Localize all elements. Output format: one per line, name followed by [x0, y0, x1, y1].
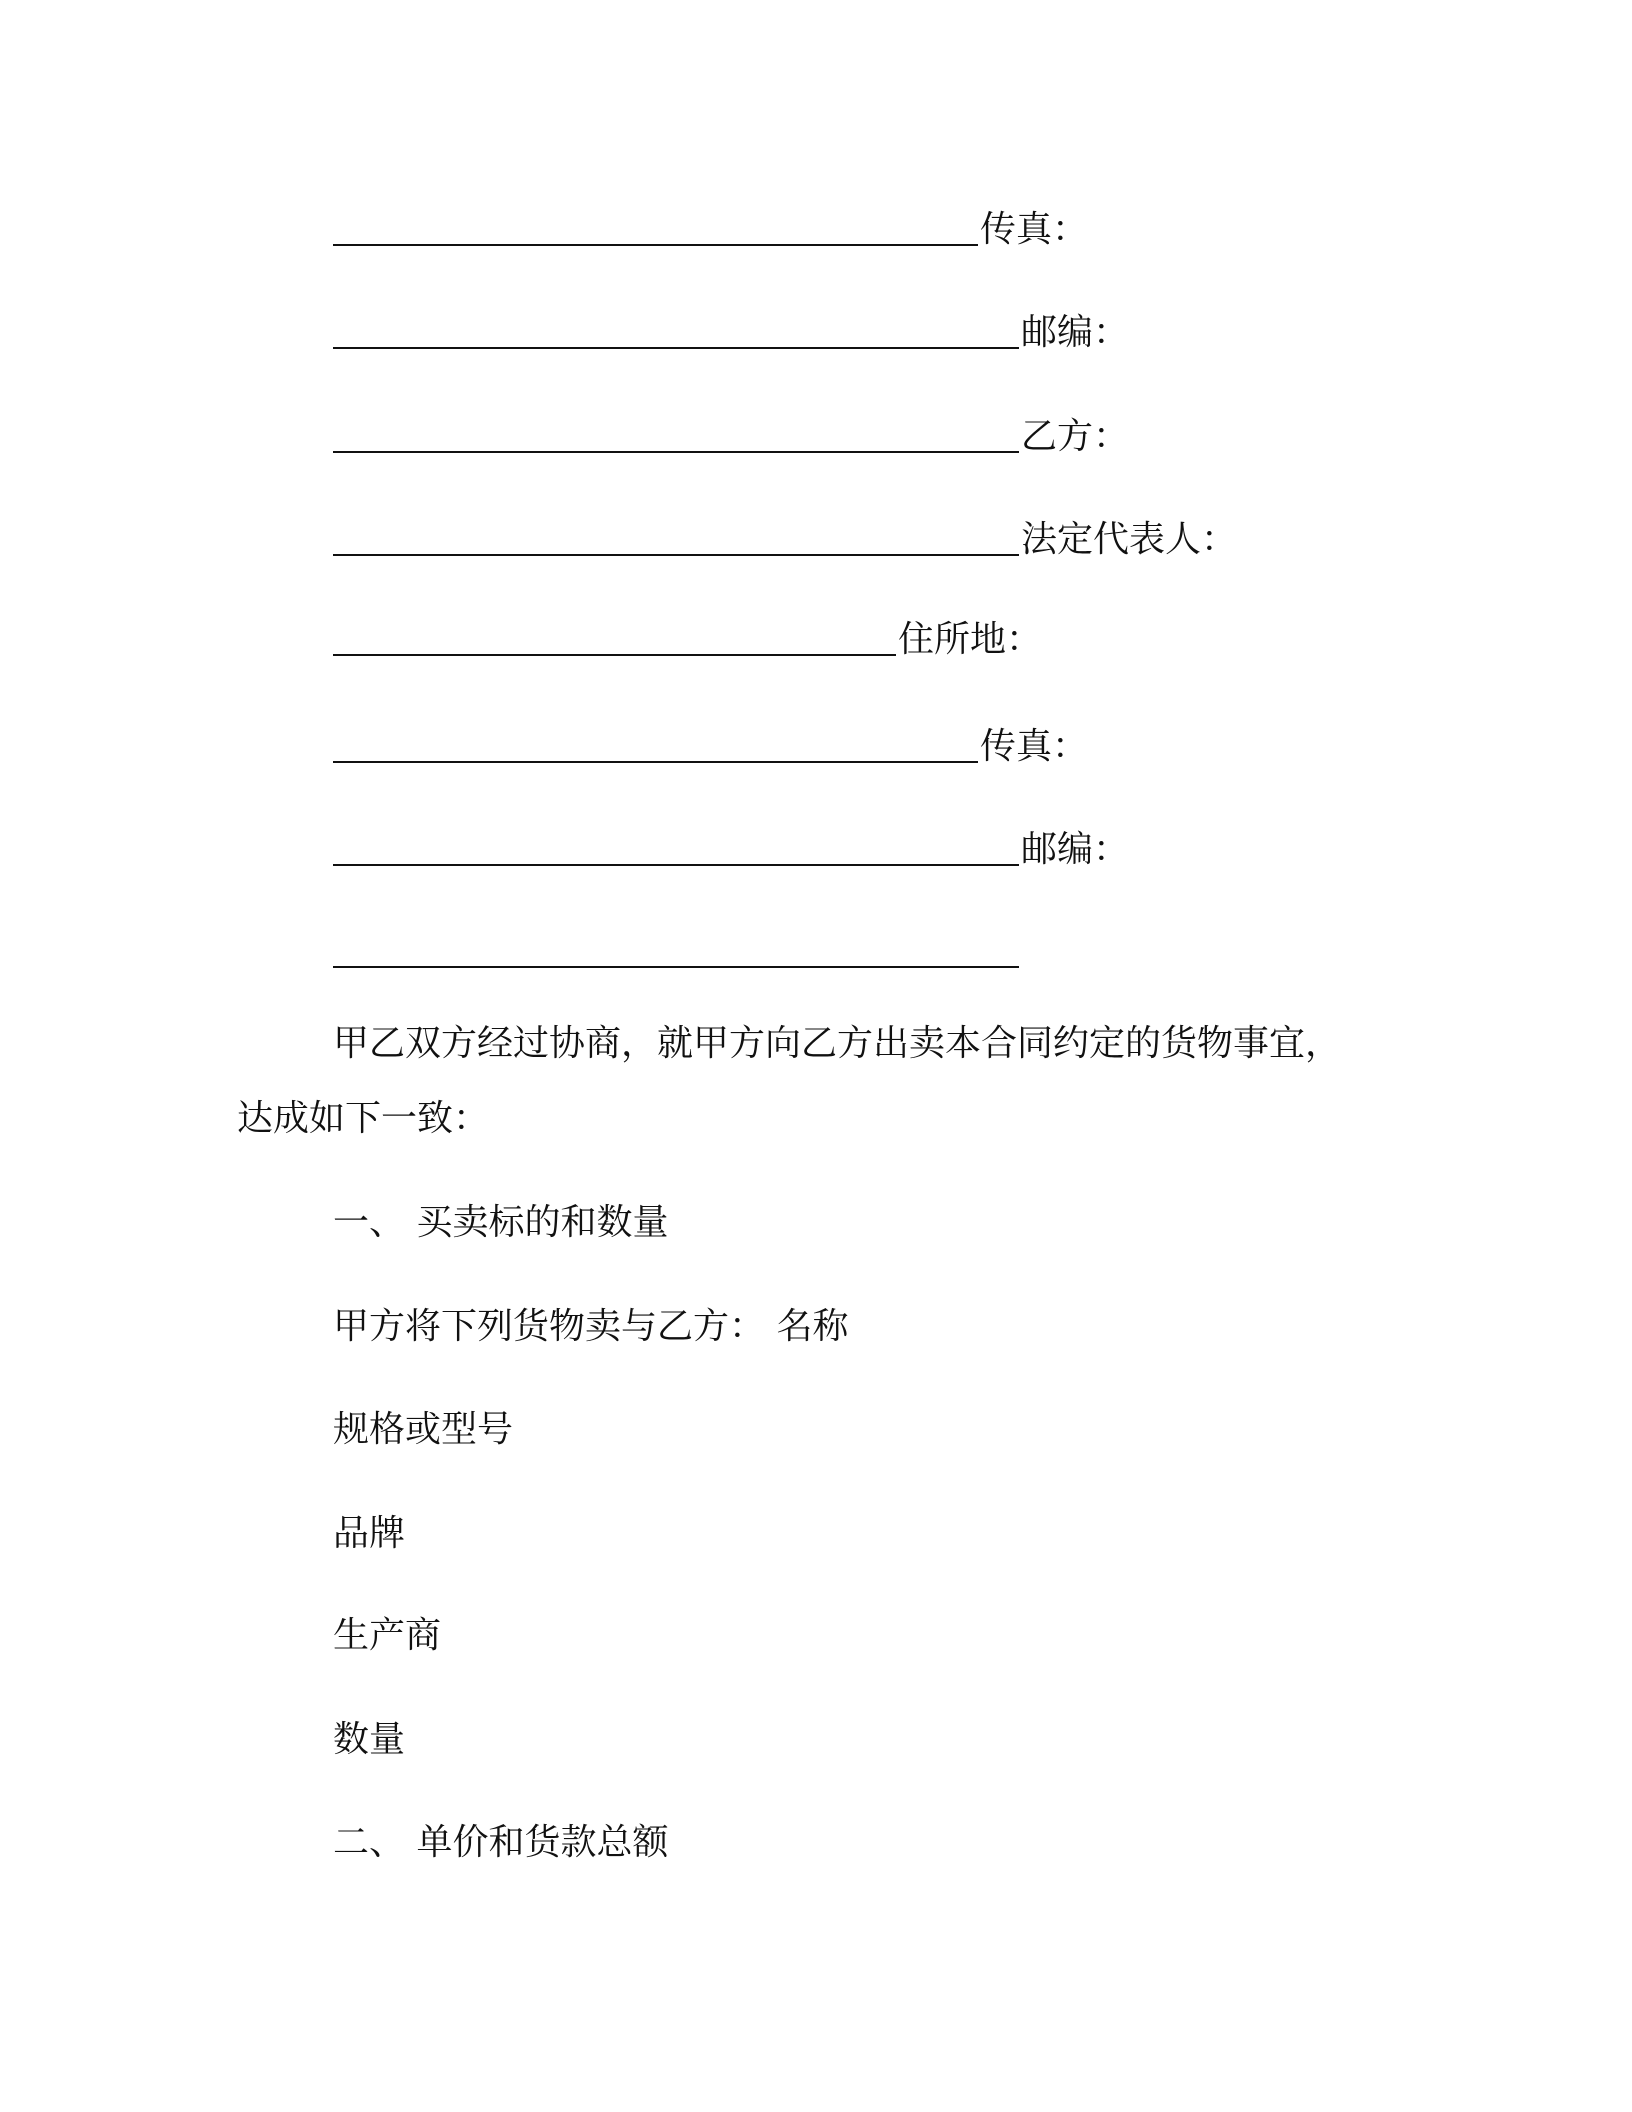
field-label: 乙方： — [1021, 416, 1130, 457]
item-manufacturer: 生产商 — [333, 1615, 442, 1656]
item-quantity: 数量 — [333, 1719, 406, 1760]
fill-blank-line[interactable] — [333, 828, 1019, 866]
legal-representative-field — [333, 506, 1237, 562]
field-label: 邮编： — [1021, 312, 1130, 353]
domicile-field — [333, 606, 1042, 662]
section-heading-2: 二、 单价和货款总额 — [333, 1822, 669, 1863]
field-label: 法定代表人： — [1021, 519, 1238, 560]
fax-field-party-b — [333, 713, 1088, 769]
fill-blank-line[interactable] — [333, 725, 978, 763]
section-1-sentence: 甲方将下列货物卖与乙方： 名称 — [333, 1306, 849, 1347]
fill-blank-line[interactable] — [333, 618, 896, 656]
postcode-field-party-a — [333, 299, 1129, 355]
section-heading-1: 一、 买卖标的和数量 — [333, 1202, 669, 1243]
field-label: 住所地： — [898, 619, 1043, 660]
fax-field-party-a — [333, 196, 1088, 252]
fill-blank-line[interactable] — [333, 930, 1019, 968]
party-b-field — [333, 403, 1129, 459]
fill-blank-line[interactable] — [333, 518, 1019, 556]
item-spec-model: 规格或型号 — [333, 1409, 514, 1450]
fill-blank-line[interactable] — [333, 208, 978, 246]
item-brand: 品牌 — [333, 1513, 406, 1554]
fill-blank-line[interactable] — [333, 311, 1019, 349]
intro-paragraph-line-2: 达成如下一致： — [237, 1098, 490, 1139]
fill-blank-line[interactable] — [333, 415, 1019, 453]
postcode-field-party-b — [333, 816, 1129, 872]
trailing-blank-field — [333, 918, 1021, 974]
field-label: 传真： — [980, 726, 1089, 767]
intro-paragraph-line-1: 甲乙双方经过协商，就甲方向乙方出卖本合同约定的货物事宜， — [333, 1023, 1342, 1064]
field-label: 邮编： — [1021, 829, 1130, 870]
field-label: 传真： — [980, 209, 1089, 250]
